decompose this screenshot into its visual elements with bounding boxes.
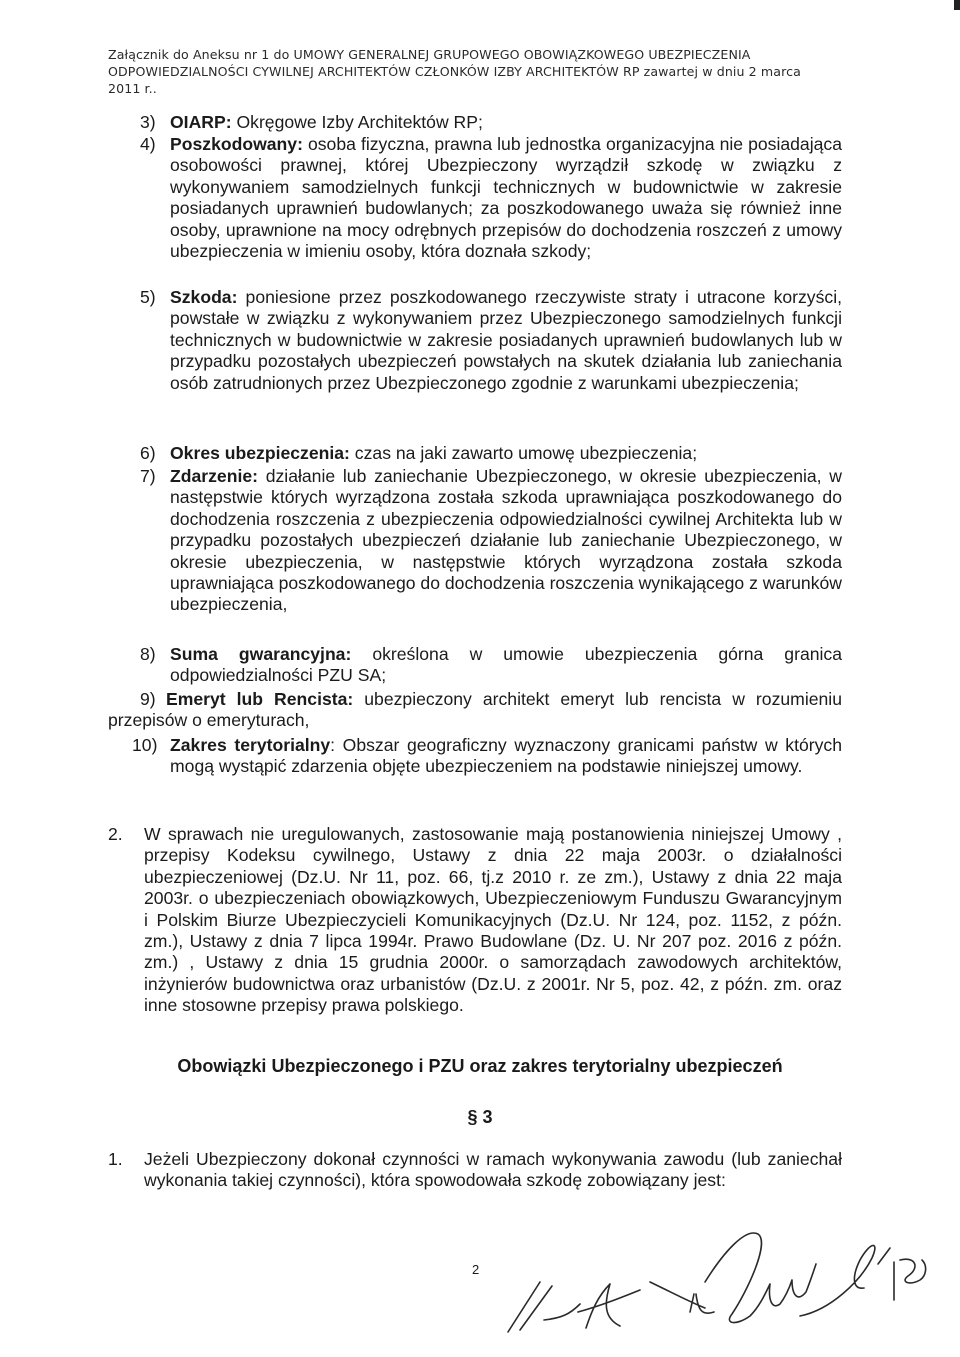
- definition-number: 3): [140, 112, 156, 132]
- definition-szkoda: [140, 287, 842, 394]
- definition-term: Okres ubezpieczenia:: [170, 443, 350, 463]
- signature-stroke-4: [705, 1233, 816, 1323]
- definition-text: ubezpieczony architekt emeryt lub rencista w rozumieniu przepisów o emeryturach,: [108, 689, 842, 731]
- section-title: Obowiązki Ubezpieczonego i PZU oraz zakres terytorialny ubezpieczeń: [177, 1056, 783, 1076]
- definition-emeryt-lub-rencista: [108, 689, 842, 732]
- definition-zdarzenie: [140, 466, 842, 616]
- header-line-1: Załącznik do Aneksu nr 1 do UMOWY GENERALNEJ GRUPOWEGO OBOWIĄZKOWEGO UBEZPIECZENIA: [108, 47, 751, 62]
- handwritten-signatures: [500, 1220, 940, 1340]
- paragraph-number: 2.: [108, 824, 123, 844]
- scan-corner-mark: [954, 0, 960, 10]
- definition-zakres-terytorialny: [132, 735, 842, 778]
- signature-stroke-5: [800, 1245, 875, 1316]
- definition-term: Szkoda:: [170, 287, 238, 307]
- signature-stroke-6: [878, 1248, 926, 1300]
- definition-number: 10): [132, 735, 158, 755]
- definition-text: poniesione przez poszkodowanego rzeczywiste straty i utracone korzyści, powstałe w związku z wykonywaniem przez Ubezpieczonego samodzielnych funkcji technicznych w budownictwie w zakresie posiadanych uprawnień budowlanych lub w przypadku pozostałych ubezpieczeń powstałych na skutek działania lub zaniechania osób zatrudnionych przez Ubezpieczonego zgodnie z warunkami ubezpieczenia;: [170, 287, 842, 393]
- definition-term: Poszkodowany:: [170, 134, 303, 154]
- header-line-2: ODPOWIEDZIALNOŚCI CYWILNEJ ARCHITEKTÓW CZŁONKÓW IZBY ARCHITEKTÓW RP zawartej w dniu 2 marca: [108, 64, 801, 79]
- definition-text: Okręgowe Izby Architektów RP;: [231, 112, 483, 132]
- document-header: [108, 46, 848, 97]
- definition-okres-ubezpieczenia: [140, 443, 842, 464]
- signature-stroke-2: [578, 1284, 640, 1328]
- definition-term: OIARP:: [170, 112, 232, 132]
- definition-term: Zdarzenie:: [170, 466, 258, 486]
- definition-text: : Obszar geograficzny wyznaczony granicami państw w których mogą wystąpić zdarzenia objęte ubezpieczeniem na podstawie niniejszej umowy.: [170, 735, 842, 777]
- definition-poszkodowany: [140, 134, 842, 262]
- definition-term: Emeryt lub Rencista:: [166, 689, 354, 709]
- definition-text: osoba fizyczna, prawna lub jednostka organizacyjna nie posiadająca osobowości prawnej, której Ubezpieczony wyrządził szkodę w związku z wykonywaniem samodzielnych funkcji technicznych w budownictwie w zakresie posiadanych uprawnień budowlanych; za poszkodowanego uważa się również inne osoby, uprawnione na mocy odrębnych przepisów do dochodzenia roszczeń z umowy ubezpieczenia w imieniu osoby, która doznała szkody;: [170, 134, 842, 262]
- definition-number: 6): [140, 443, 156, 463]
- header-line-3: 2011 r..: [108, 81, 157, 96]
- definition-number: 4): [140, 134, 156, 154]
- definition-text: określona w umowie ubezpieczenia górna granica odpowiedzialności PZU SA;: [170, 644, 842, 686]
- section-sign: § 3: [467, 1107, 493, 1127]
- paragraph-3-1: [108, 1149, 842, 1192]
- signature-stroke-3: [650, 1282, 714, 1313]
- definition-number: 5): [140, 287, 156, 307]
- definition-oiarp: [140, 112, 842, 133]
- definition-text: czas na jaki zawarto umowę ubezpieczenia;: [349, 443, 698, 463]
- paragraph-number: 1.: [108, 1149, 123, 1169]
- paragraph-2: [108, 824, 842, 1017]
- definition-number: 8): [140, 644, 156, 664]
- definition-term: Suma gwarancyjna:: [170, 644, 352, 664]
- definition-number: 9): [140, 689, 156, 709]
- signature-stroke-1: [508, 1282, 580, 1332]
- paragraph-text: Jeżeli Ubezpieczony dokonał czynności w ramach wykonywania zawodu (lub zaniechał wykonania takiej czynności), która spowodowała szkodę zobowiązany jest:: [144, 1149, 842, 1191]
- paragraph-text: W sprawach nie uregulowanych, zastosowanie mają postanowienia niniejszej Umowy , przepisy Kodeksu cywilnego, Ustawy z dnia 22 maja 2003r. o działalności ubezpieczeniowej (Dz.U. Nr 11, poz. 66, tj.z 2010 r. ze zm.), Ustawy z dnia 22 maja 2003r. o ubezpieczeniach obowiązkowych, Ubezpieczeniowym Funduszu Gwarancyjnym i Polskim Biurze Ubezpieczycieli Komunikacyjnych (Dz.U. Nr 124, poz. 1152, z późn. zm.), Ustawy z dnia 7 lipca 1994r. Prawo Budowlane (Dz. U. Nr 207 poz. 2016 z późn. zm.) , Ustawy z dnia 15 grudnia 2000r. o samorządach zawodowych architektów, inżynierów budownictwa oraz urbanistów (Dz.U. z 2001r. Nr 5, poz. 42, z późn. zm. oraz inne stosowne przepisy prawa polskiego.: [144, 824, 842, 1016]
- definition-term: Zakres terytorialny: [170, 735, 331, 755]
- definition-suma-gwarancyjna: [140, 644, 842, 687]
- definition-text: działanie lub zaniechanie Ubezpieczonego, w okresie ubezpieczenia, w następstwie których wyrządzona została szkoda uprawniająca poszkodowanego do dochodzenia roszczenia z ubezpieczenia odpowiedzialności cywilnej Architekta lub w przypadku pozostałych ubezpieczeń działanie lub zaniechanie Ubezpieczonego, w okresie ubezpieczenia, w następstwie których wyrządzona została szkoda uprawniająca poszkodowanego do dochodzenia roszczenia wynikającego z warunków ubezpieczenia,: [170, 466, 842, 615]
- definition-number: 7): [140, 466, 156, 486]
- page-number: 2: [472, 1262, 480, 1277]
